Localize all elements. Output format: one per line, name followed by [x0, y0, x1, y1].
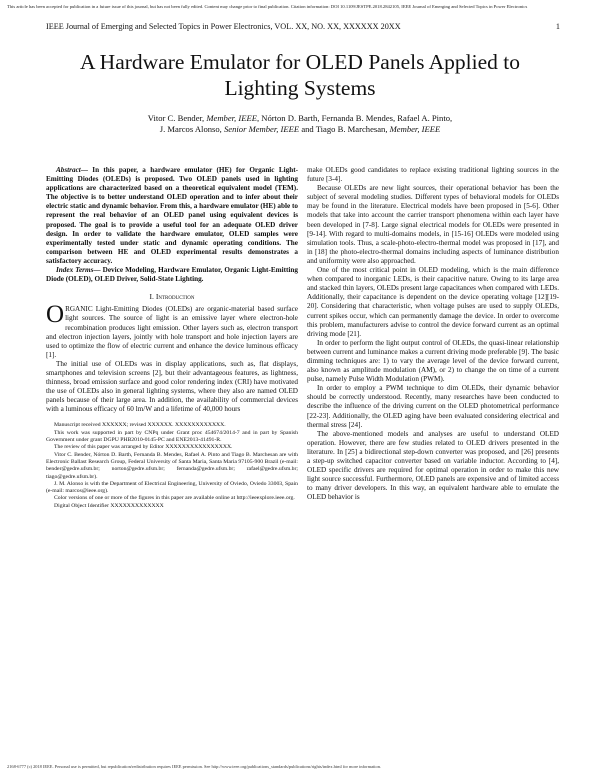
footnote-affiliation-1: Vitor C. Bender, Nórton D. Barth, Fernanda B. Mendes, Rafael A. Pinto and Tiago B. Marchesan are with Electronic Ballast Research Group, Federal University of Santa Maria, Santa Maria 97105-900 Brazil (e-mail: bender@gedre.ufsm.br; norton@gedre.ufsm.br; fernanda@gedre.ufsm.br; rafael@gedre.ufsm.br; tiago@gedre.ufsm.br). [46, 451, 298, 480]
left-column [46, 166, 298, 510]
intro-paragraph-4: One of the most critical point in OLED modeling, which is the main difference when compared to inorganic LEDs, is their capacitive nature. Owing to its large area and stacked thin layers, OLEDs present large capacitances when compared with LEDs. Additionally, their capacitance is dependent on the device operating voltage [12][19-20]. Considering that characteristic, when voltage pulses are used to supply OLEDs, current spikes occur, which can permanently damage the device. In order to overcome this problem, manufacturers advise to control the device forward current as an optimal driving mode [21]. [307, 266, 559, 338]
page-number: 1 [555, 22, 560, 31]
accepted-article-notice: This article has been accepted for publication in a future issue of this journal, but has not been fully edited. Content may change prior to final publication. Citation information: DOI 10.1109/JESTPE.2018.2842105, IEEE Journal of Emerging and Selected Topics in Power Electronics [7, 4, 528, 9]
author-line-2: J. Marcos Alonso, Senior Member, IEEE and Tiago B. Marchesan, Member, IEEE [159, 124, 441, 134]
copyright-footer: 2168-6777 (c) 2018 IEEE. Personal use is permitted, but republication/redistribution requires IEEE permission. See http://www.ieee.org/publications_standards/publications/rights/index.html for more information. [7, 764, 381, 769]
footnote-color: Color versions of one or more of the figures in this paper are available online at http://ieeexplore.ieee.org. [54, 495, 295, 502]
footnote-affiliation-2: J. M. Alonso is with the Department of Electrical Engineering, University of Oviedo, Oviedo 33003, Spain (e-mail: marcos@ieee.org). [46, 480, 298, 495]
author-list [60, 113, 540, 135]
right-column [307, 166, 559, 502]
intro-paragraph-2: The initial use of OLEDs was in display applications, such as, flat displays, smartphones and television screens [2], but their advantageous features, as lightness, thinness, broad emission surface and good color rendering index (CRI) have motivated the use of OLEDs also in general lighting systems, where they also are named OLED panels because of their large area. In addition, the availability of commercial devices with a luminous efficacy of 60 lm/W and a lifetime of 40,000 hours [46, 359, 298, 414]
intro-paragraph-2-continued: make OLEDs good candidates to replace existing traditional lighting sources in the future [3-4]. [307, 166, 559, 184]
journal-name: IEEE Journal of Emerging and Selected Topics in Power Electronics, VOL. XX, NO. XX, XXXXXX 20XX [46, 22, 401, 31]
footnotes [46, 422, 298, 510]
footnote-funding: This work was supported in part by CNPq under Grant proc 454674/2014-7 and in part by Spanish Government under grant DGPU PHB2010-0145-PC and ENE2013-41491-R. [46, 429, 298, 444]
intro-paragraph-7: The above-mentioned models and analyses are useful to understand OLED operation. However, there are few studies related to OLED drivers presented in the literature. In [25] a bidirectional step-down converter was proposed, and [26] presents a step-up switched capacitor converter based on variable inductor. According to [4], OLED specific drivers are required for optimal operation in order to make this new light source successful. Furthermore, OLED panels are expensive and of limited access to many driver developers. In this way, an equivalent hardware able to emulate the OLED behavior is [307, 429, 559, 502]
footnote-manuscript: Manuscript received XXXXXX; revised XXXXXX. XXXXXXXXXXXX. [54, 422, 226, 429]
author-line-1: Vitor C. Bender, Member, IEEE, Nórton D. Barth, Fernanda B. Mendes, Rafael A. Pinto, [147, 113, 453, 123]
intro-paragraph-5: In order to perform the light output control of OLEDs, the quasi-linear relationship between current and luminance makes a current driving mode preferable [9]. The basic dimming techniques are: 1) to vary the average level of the device forward current, also known as amplitude modulation (AM), or 2) to change the on time of a current pulse, namely Pulse Width Modulation (PWM). [307, 338, 559, 384]
intro-paragraph-6: In order to employ a PWM technique to dim OLEDs, their dynamic behavior should be correctly understood. Recently, many researches have been conducted to describe the influence of the driving current on the OLED photometrical performance [22-23]. Additionally, the OLED aging have been evaluated considering electrical and thermal stress [24]. [307, 384, 559, 429]
journal-header [46, 22, 560, 32]
abstract: Abstract— In this paper, a hardware emulator (HE) for Organic Light-Emitting Diodes (OLEDs) is proposed. Two OLED panels used in lighting applications are characterized based on a theoretical equivalent model (TEM). The objective is to better understand OLED operation and to infer about their electric static and dynamic behavior. From this, a hardware emulator (HE) able to represent the real behavior of an OLED panel using equivalent devices is proposed. The goal is to provide a useful tool for an adequate OLED driver design. In order to validate the hardware emulator, OLED samples were experimentally tested under static and dynamic operating conditions. The comparison between HE and OLED experimental results demonstrates a satisfactory accuracy. [46, 166, 298, 265]
intro-paragraph-1: ORGANIC Light-Emitting Diodes (OLEDs) are organic-material based surface light sources. The source of light is an emissive layer where electron-hole recombination produces light emission. Other layers such as, electron transport and electron injection layers, jointly with hole transport and hole injection layers are used to optimize the flow of electric current and enhance the device luminous efficacy [1]. [46, 301, 298, 359]
footnote-doi: Digital Object Identifier XXXXXXXXXXXXX [54, 502, 164, 509]
drop-cap: O [46, 301, 65, 329]
intro-paragraph-3: Because OLEDs are new light sources, their operational behavior has been the subject of several modeling studies. Different types of behavioral models for OLEDs may be found in the literature. Electrical models have been proposed in [5-6]. Other models that take into account the carrier transport phenomena within each layer have been developed in [7-8]. Large signal electrical models for OLEDs were presented in [9-14]. With regard to multi-domains models, in [15-16] OLEDs were modeled using simulation tools. Thus, a scale-photo-electro-thermal model was proposed in [17], and in [18] the photo-electro-thermal domains including aspects of luminance distribution and uniformity were also approached. [307, 184, 559, 265]
paper-title: A Hardware Emulator for OLED Panels Applied to Lighting Systems [79, 50, 521, 100]
section-heading-introduction: I. Introduction [149, 292, 195, 302]
index-terms: Index Terms— Device Modeling, Hardware Emulator, Organic Light-Emitting Diode (OLED), OLED Driver, Solid-State Lighting. [46, 266, 298, 284]
footnote-review: The review of this paper was arranged by Editor XXXXXXXXXXXXXXXX. [54, 444, 233, 451]
